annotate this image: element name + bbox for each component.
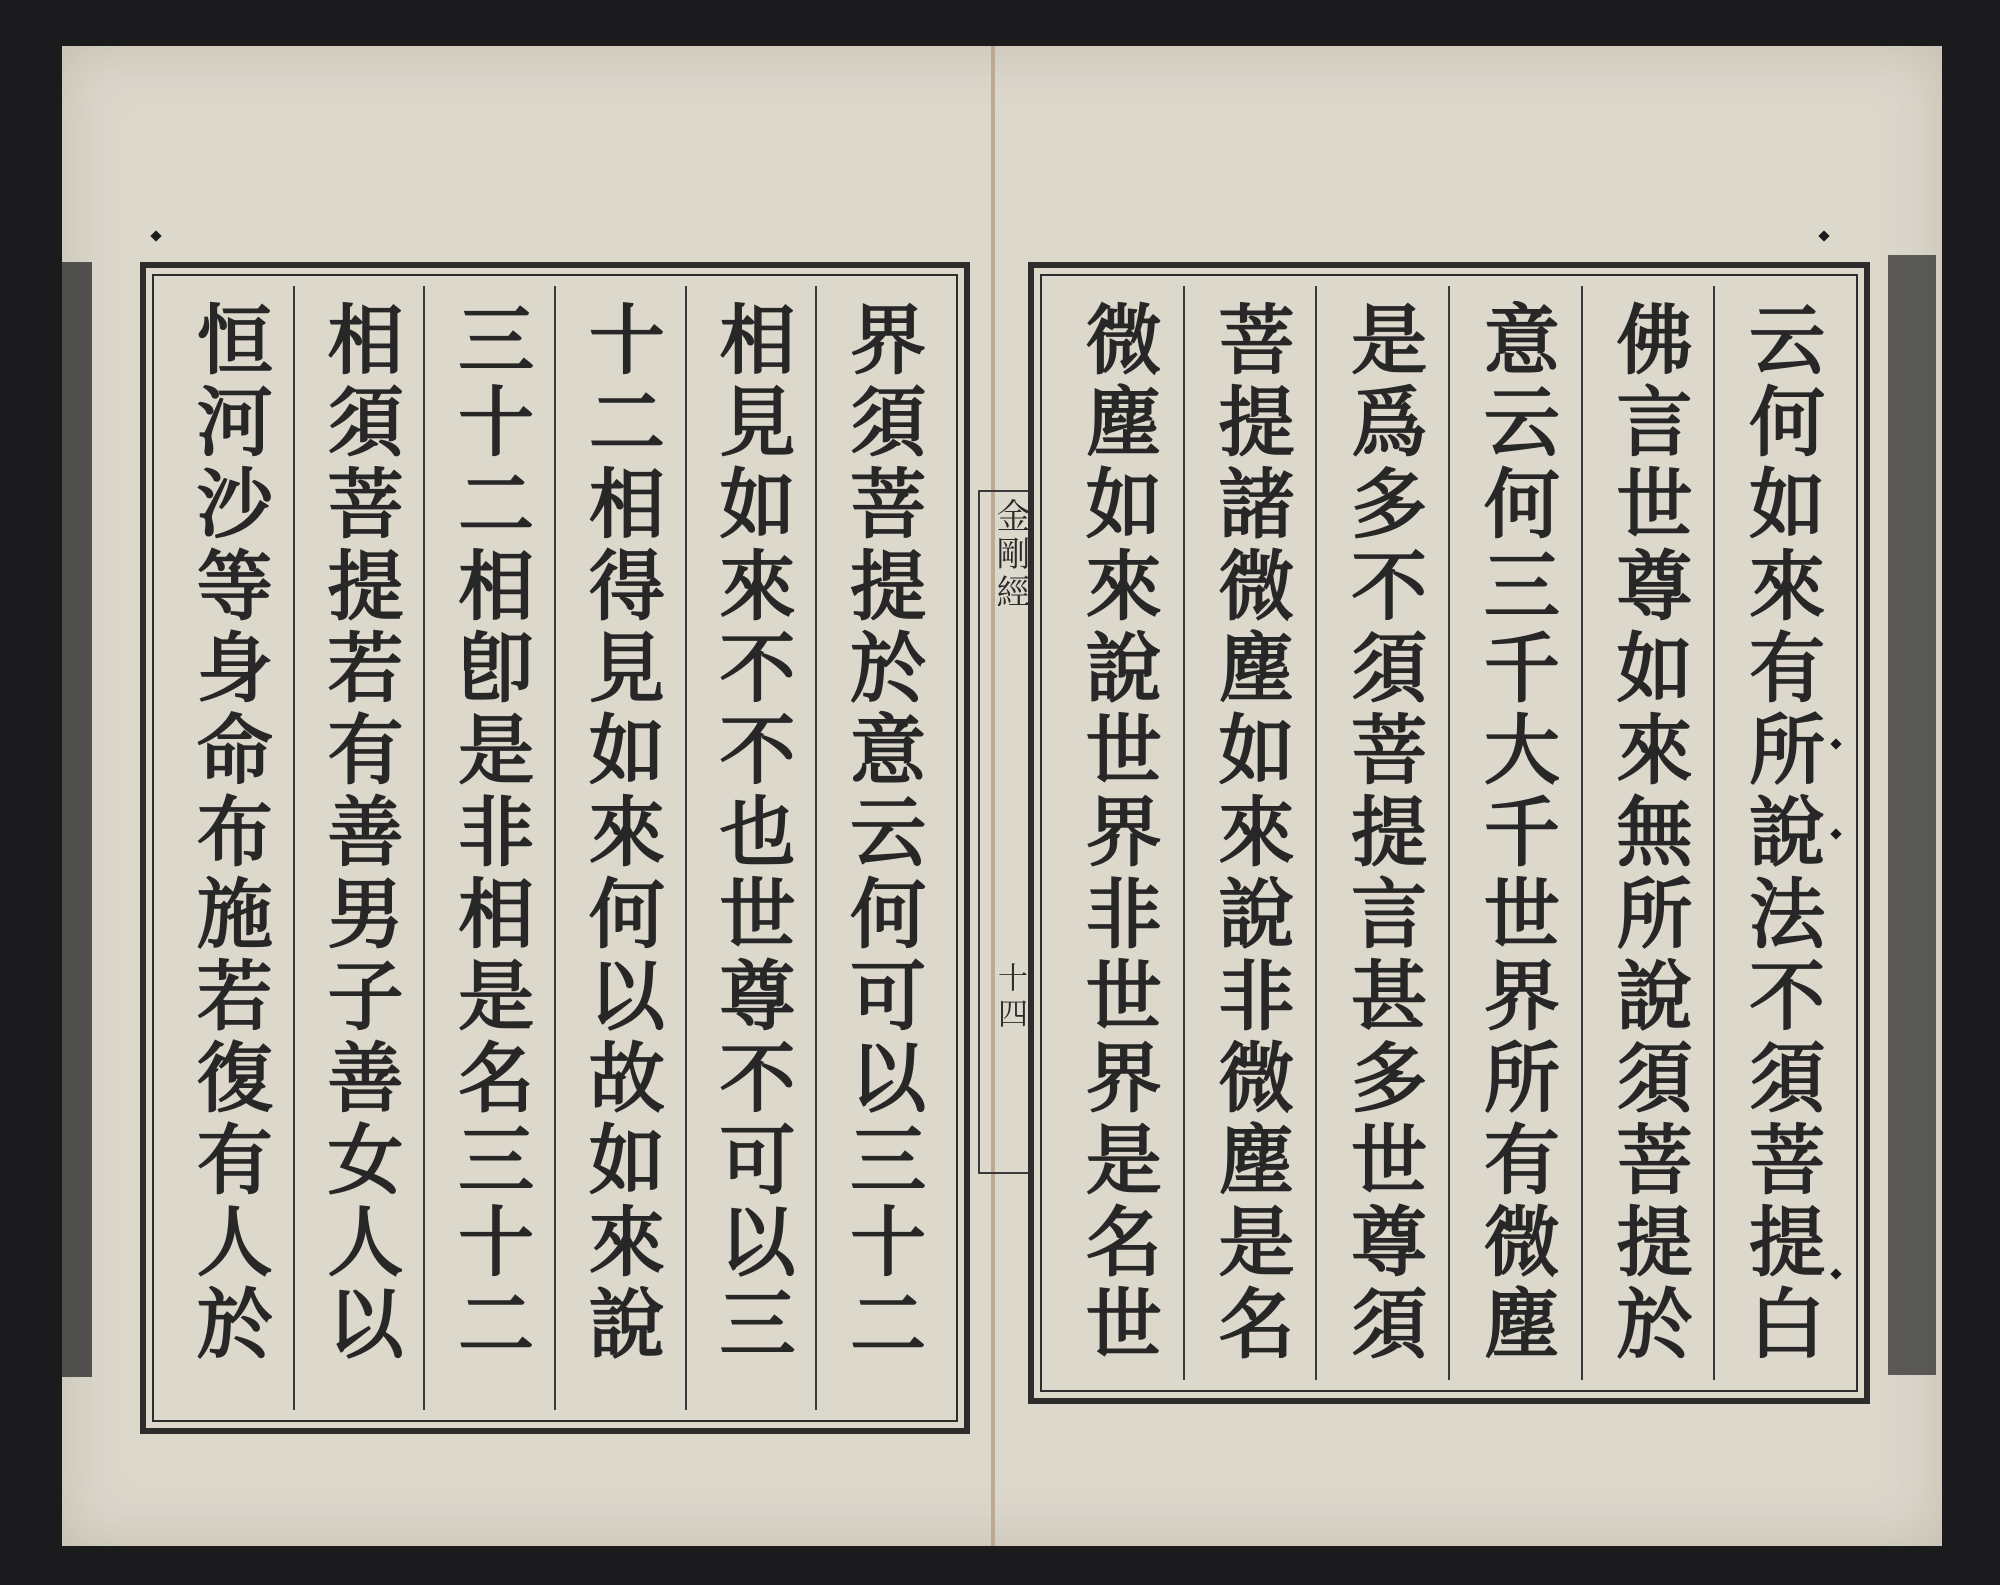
right-column-5 — [1183, 286, 1316, 1380]
right-column-1 — [1713, 286, 1846, 1380]
left-column-6-text: 恒河沙等身命布施若復有人於 — [184, 300, 274, 1366]
right-column-1-text: 云何如來有所說法不須菩提白 — [1736, 300, 1826, 1366]
right-column-3-text: 意云何三千大千世界所有微塵 — [1471, 300, 1561, 1366]
left-column-2 — [685, 286, 816, 1410]
left-column-3 — [554, 286, 685, 1410]
right-column-6 — [1052, 286, 1183, 1380]
left-page-frame — [140, 262, 970, 1434]
right-page-columns — [1052, 286, 1846, 1380]
left-column-5-text: 相須菩提若有善男子善女人以 — [314, 300, 404, 1366]
left-column-2-text: 相見如來不不也世尊不可以三 — [706, 300, 796, 1366]
right-column-2-text: 佛言世尊如來無所說須菩提於 — [1603, 300, 1693, 1366]
center-margin-label — [978, 490, 1030, 1174]
left-column-5 — [293, 286, 424, 1410]
right-ink-edge — [1888, 255, 1936, 1375]
left-column-1-text: 界須菩提於意云何可以三十二 — [837, 300, 927, 1366]
left-column-1 — [815, 286, 946, 1410]
right-column-2 — [1581, 286, 1714, 1380]
right-page-frame — [1028, 262, 1870, 1404]
left-column-4-text: 三十二相卽是非相是名三十二 — [445, 300, 535, 1366]
left-ink-edge — [62, 262, 92, 1377]
book-title: 金剛經 — [990, 498, 1030, 612]
left-column-6 — [164, 286, 293, 1410]
left-page-columns — [164, 286, 946, 1410]
right-column-4-text: 是爲多不須菩提言甚多世尊須 — [1338, 300, 1428, 1366]
page-number: 十四 — [992, 962, 1027, 1034]
right-column-5-text: 菩提諸微塵如來說非微塵是名 — [1205, 300, 1295, 1366]
right-column-4 — [1315, 286, 1448, 1380]
left-column-4 — [423, 286, 554, 1410]
left-column-3-text: 十二相得見如來何以故如來說 — [576, 300, 666, 1366]
right-column-3 — [1448, 286, 1581, 1380]
right-column-6-text: 微塵如來說世界非世界是名世 — [1073, 300, 1163, 1366]
